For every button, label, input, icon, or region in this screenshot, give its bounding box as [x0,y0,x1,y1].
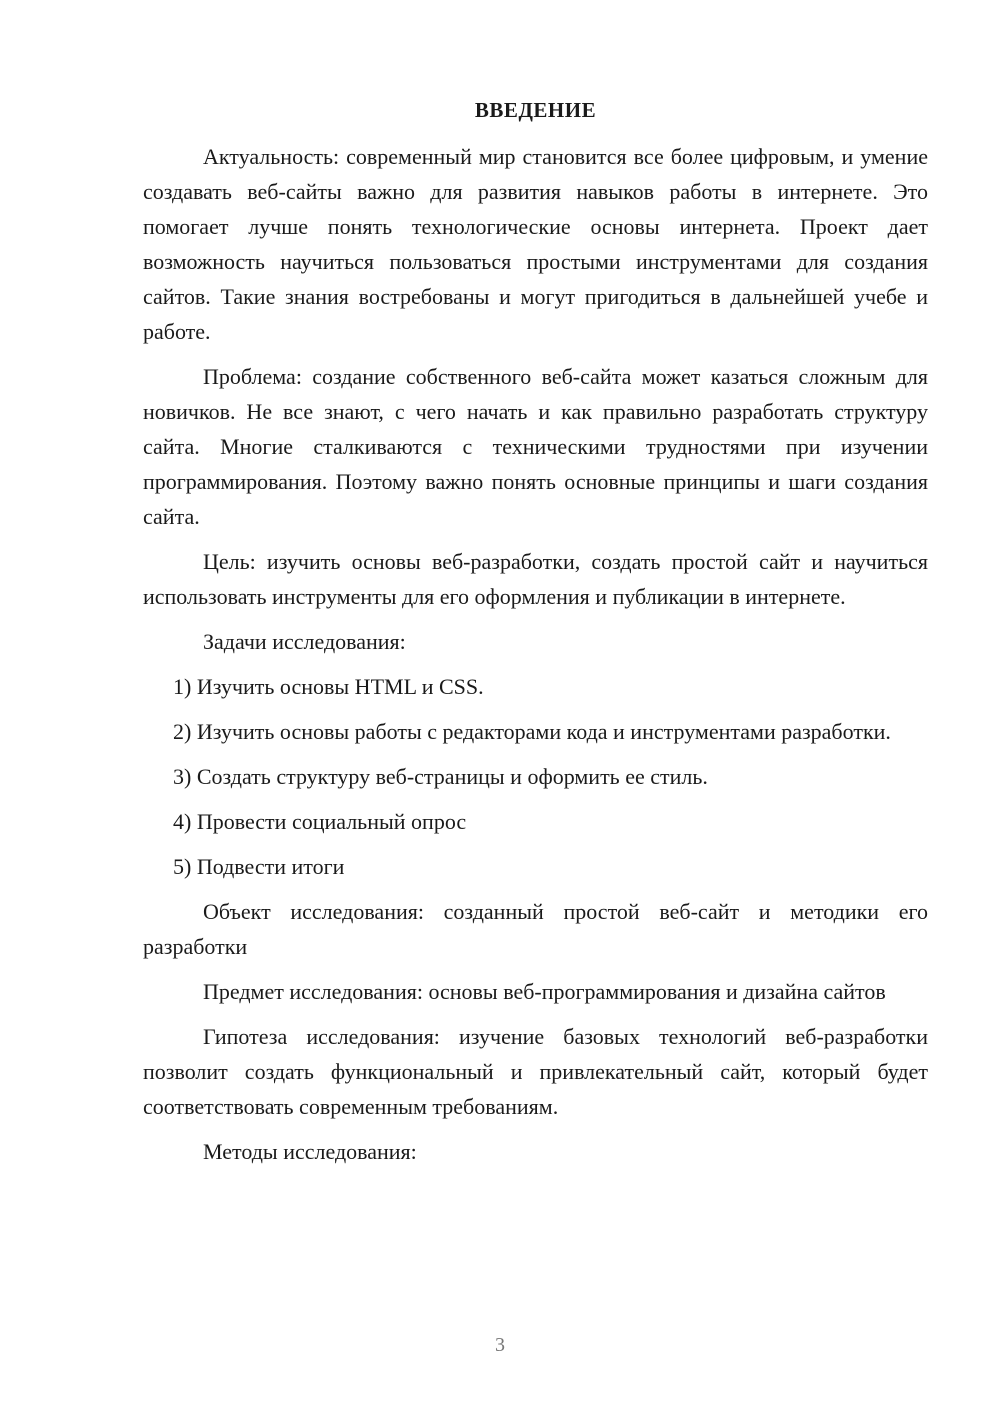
list-item: 1) Изучить основы HTML и CSS. [173,674,484,699]
page-title: ВВЕДЕНИЕ [474,98,597,122]
list-item: 4) Провести социальный опрос [173,809,467,834]
list-item: 5) Подвести итоги [173,854,345,879]
paragraph-tasks-heading: Задачи исследования: [203,629,406,654]
paragraph-relevance: Актуальность: современный мир становится все более цифровым, и умение создавать веб-сайты важно для развития навыков работы в интернете. Это помогает лучше понять технологические основы интернета. Проект дает возможность научиться пользоваться простыми инструментами для создания сайтов. Такие знания востребованы и могут пригодиться в дальнейшей учебе и работе. [143,144,928,344]
paragraph-methods: Методы исследования: [203,1139,417,1164]
paragraph-subject: Предмет исследования: основы веб-программирования и дизайна сайтов [203,979,886,1004]
list-item: 3) Создать структуру веб-страницы и оформить ее стиль. [173,764,708,789]
paragraph-object: Объект исследования: созданный простой веб-сайт и методики его разработки [143,899,928,959]
page-content [143,93,928,1169]
list-item: 2) Изучить основы работы с редакторами кода и инструментами разработки. [173,719,891,744]
paragraph-hypothesis: Гипотеза исследования: изучение базовых технологий веб-разработки позволит создать функциональный и привлекательный сайт, который будет соответствовать современным требованиям. [143,1024,928,1119]
paragraph-problem: Проблема: создание собственного веб-сайта может казаться сложным для новичков. Не все знают, с чего начать и как правильно разработать структуру сайта. Многие сталкиваются с техническими трудностями при изучении программирования. Поэтому важно понять основные принципы и шаги создания сайта. [143,364,928,529]
paragraph-goal: Цель: изучить основы веб-разработки, создать простой сайт и научиться использовать инструменты для его оформления и публикации в интернете. [143,549,928,609]
page-number: 3 [495,1334,505,1356]
